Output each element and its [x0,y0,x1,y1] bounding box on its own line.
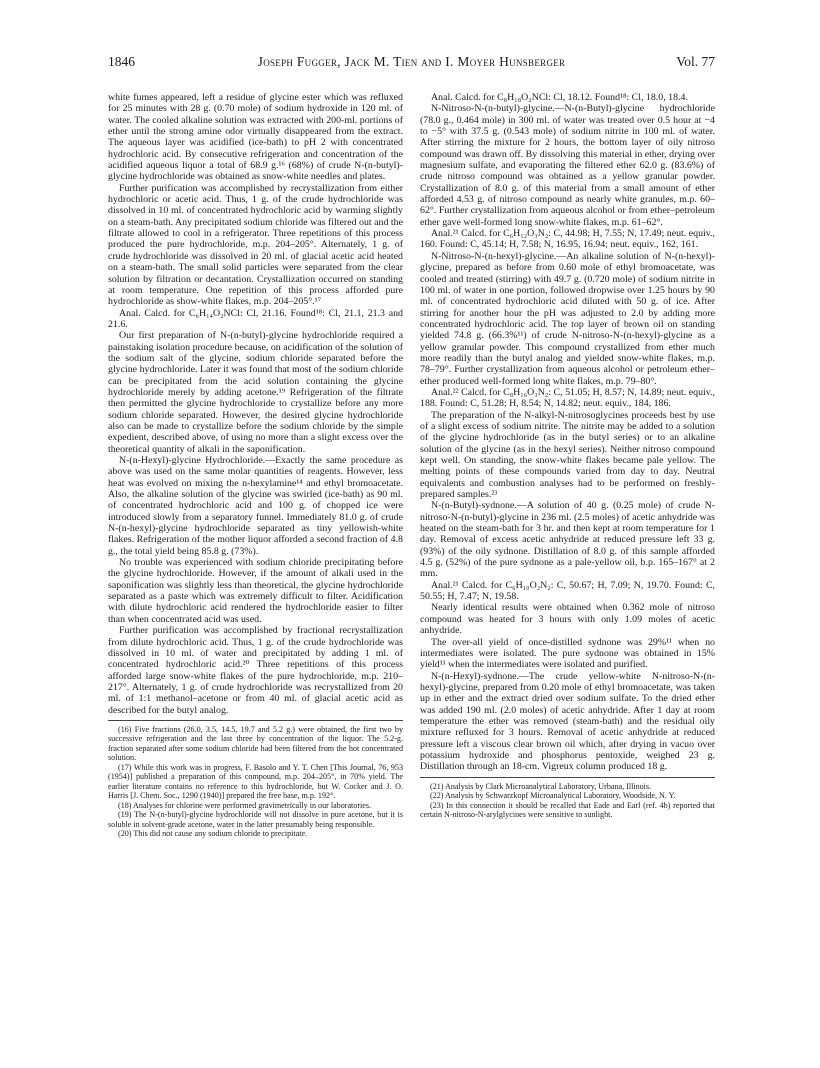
footnote: (22) Analysis by Schwarzkopf Microanalytical Laboratory, Woodside, N. Y. [430,791,676,801]
footnote: (21) Analysis by Clark Microanalytical Laboratory, Urbana, Illinois. [430,781,652,791]
footnote: (19) The N-(n-butyl)-glycine hydrochloride will not dissolve in pure acetone, but it is soluble in solvent-grade acetone, water in the latter presumably being responsible. [108,810,403,829]
footnote-divider [420,777,715,778]
paragraph: Nearly identical results were obtained when 0.362 mole of nitroso compound was heated for 3 hours with only 1.09 moles of acetic anhydride. [420,602,715,637]
footnote-divider [108,720,403,721]
paragraph: The over-all yield of once-distilled sydnone was 29%¹¹ when no intermediates were isolated. The pure sydnone was obtained in 15% yield¹¹ when the intermediates were isolated and purified. [420,636,715,671]
analysis-line: Anal. Calcd. for C₈H₁₈O₂NCl: Cl, 18.12. Found¹⁸: Cl, 18.0, 18.4. [431,92,688,103]
page-number: 1846 [108,54,135,69]
analysis-line: Anal.²¹ Calcd. for C₆H₁₂O₃N₂: C, 44.98; H, 7.55; N, 17.49; neut. equiv., 160. Found: C, 45.14; H, 7.58; N, 16.95, 16.94; neut. equiv., 162, 161. [420,228,715,251]
footnote: (17) While this work was in progress, F. Basolo and Y. T. Chen [This Journal, 76, 953 (1954)] published a preparation of this compound, m.p. 204–205°, in 70% yield. The earlier literature contains no reference to this hydrochloride, but W. Cocker and J. O. Harris [J. Chem. Soc., 1290 (1940)] prepared the free base, m.p. 192°. [108,762,403,801]
analysis-line: Anal. Calcd. for C₆H₁₄O₂NCl: Cl, 21.16. Found¹⁸: Cl, 21.1, 21.3 and 21.6. [108,307,403,330]
right-column [420,92,715,1050]
right-body [420,92,715,773]
volume-label: Vol. 77 [676,54,715,69]
paragraph: No trouble was experienced with sodium chloride precipitating before the glycine hydrochloride. However, if the amount of alkali used in the saponification was slightly less than theoretical, the glycine hydrochloride separated as a paste which was extremely difficult to filter. Acidification with dilute hydrochloric acid rendered the hydrochloride easier to filter than when concentrated acid was used. [108,557,403,625]
section-paragraph: N-Nitroso-N-(n-hexyl)-glycine.—An alkaline solution of N-(n-hexyl)-glycine, prepared as before from 0.60 mole of ethyl bromoacetate, was cooled and treated (stirring) with 49.7 g. (0.720 mole) of sodium nitrite in 100 ml. of water in one portion, followed dropwise over 1.25 hours by 90 ml. of concentrated hydrochloric acid diluted with 50 g. of ice. After stirring for another hour the pH was adjusted to 2.0 by adding more concentrated hydrochloric acid. The top layer of brown oil on standing yielded 74.8 g. (66.3%¹¹) of crude N-nitroso-N-(n-hexyl)-glycine as a yellow granular powder. This compound crystallized from ether much more readily than the butyl analog and yielded snow-white flakes, m.p. 78–79°. Further crystallization from aqueous alcohol or petroleum ether–ether produced well-formed long white flakes, m.p. 79–80°. [420,250,715,387]
analysis-line: Anal.²² Calcd. for C₈H₁₆O₃N₂: C, 51.05; H, 8.57; N, 14.89; neut. equiv., 188. Found: C, 51.28; H, 8.54; N, 14.82; neut. equiv., 184, 186. [420,386,715,410]
footnote: (18) Analyses for chlorine were performed gravimetrically in our laboratories. [118,800,372,810]
footnote: (20) This did not cause any sodium chloride to precipitate. [118,829,308,839]
left-body [108,92,403,716]
section-paragraph: N-(n-Hexyl)-glycine Hydrochloride.—Exactly the same procedure as above was used on the same molar quantities of reagents. However, less heat was evolved on mixing the n-hexylamine¹⁴ and ethyl bromoacetate. Also, the alkaline solution of the glycine was swirled (ice-bath) as 90 ml. of concentrated hydrochloric acid and 100 g. of chopped ice were introduced slowly from a separatory funnel. Immediately 81.0 g. of crude N-(n-hexyl)-glycine hydrochloride separated as tiny yellowish-white flakes. Refrigeration of the mother liquor afforded a second fraction of 4.8 g., the total yield being 85.8 g. (73%). [108,455,403,557]
footnote: (16) Five fractions (26.0, 3.5, 14.5, 19.7 and 5.2 g.) were obtained, the first two by successive refrigeration and the last three by concentration of the liquor. The 5.2-g. fraction separated after some sodium chloride had been filtered from the hot concentrated solution. [108,724,403,763]
paragraph: The preparation of the N-alkyl-N-nitrosoglycines proceeds best by use of a slight excess of sodium nitrite. The nitrite may be added to a solution of the glycine hydrochloride (as in the butyl series) or to an alkaline solution of the glycine (as in the hexyl series). Neither nitroso compound kept well. On standing, the snow-white flakes became pale yellow. The melting points of these compounds varied from day to day. Neutral equivalents and combustion analyses had to be performed on freshly-prepared samples.²³ [420,409,715,501]
analysis-line: Anal.²¹ Calcd. for C₆H₁₀O₂N₂: C, 50.67; H, 7.09; N, 19.70. Found: C, 50.55; H, 7.47; N, 19.58. [420,579,715,603]
paragraph: Further purification was accomplished by recrystallization from either hydrochloric or acetic acid. Thus, 1 g. of the crude hydrochloride was dissolved in 10 ml. of concentrated hydrochloric acid by warming slightly on a steam-bath. Any precipitated sodium chloride was filtered out and the filtrate allowed to cool in a refrigerator. Three repetitions of this process produced the pure hydrochloride, m.p. 204–205°. Alternately, 1 g. of crude hydrochloride was dissolved in 20 ml. of glacial acetic acid heated on a steam-bath. The small solid particles were separated from the clear solution by filtration or decantation. Crystallization occurred on standing at room temperature. One repetition of this process afforded pure hydrochloride as show-white flakes, m.p. 204–205°.¹⁷ [108,182,403,308]
left-column [108,92,403,1050]
paragraph: white fumes appeared, left a residue of glycine ester which was refluxed for 25 minutes with 28 g. (0.70 mole) of sodium hydroxide in 120 ml. of water. The cooled alkaline solution was extracted with 200-ml. portions of ether until the strong amine odor virtually disappeared from the extract. The aqueous layer was acidified (ice-bath) to pH 2 with concentrated hydrochloric acid. By consecutive refrigeration and concentration of the acidified aqueous liquor a total of 68.9 g.¹⁶ (68%) of crude N-(n-butyl)-glycine hydrochloride was obtained as snow-white needles and plates. [108,92,403,183]
running-title: Joseph Fugger, Jack M. Tien and I. Moyer Hunsberger [257,54,566,69]
right-footnotes [420,782,715,820]
paragraph: Further purification was accomplished by fractional recrystallization from dilute hydrochloric acid. Thus, 1 g. of the crude hydrochloride was dissolved in 10 ml. of water and precipitated by adding 1 ml. of concentrated hydrochloric acid.²⁰ Three repetitions of this process afforded large snow-white flakes of the pure hydrochloride, m.p. 210–217°. Alternately, 1 g. of crude hydrochloride was recrystallized from 20 ml. of 1:1 methanol–acetone or from 40 ml. of glacial acetic acid as described for the butyl analog. [108,625,403,716]
section-paragraph: N-(n-Hexyl)-sydnone.—The crude yellow-white N-nitroso-N-(n-hexyl)-glycine, prepared from 0.20 mole of ethyl bromoacetate, was taken up in ether and the extract dried over sodium sulfate. To the dried ether was added 190 ml. (2.0 moles) of acetic anhydride. After 1 day at room temperature the ether was removed (steam-bath) and the residual oily mixture refluxed for 3 hours. Removal of acetic anhydride at reduced pressure left a viscous clear brown oil which, after drying in vacuo over potassium hydroxide and phosphorus pentoxide, weighed 23 g. Distillation through an 18-cm. Vigreux column produced 18 g. [420,670,715,773]
left-footnotes [108,725,403,839]
page-header [108,54,715,74]
footnote: (23) In this connection it should be recalled that Eade and Earl (ref. 4b) reported that certain N-nitroso-N-arylglycines were sensitive to sunlight. [420,800,715,820]
paragraph: Our first preparation of N-(n-butyl)-glycine hydrochloride required a painstaking isolation procedure because, on acidification of the solution of the sodium salt of the glycine, sodium chloride separated before the glycine hydrochloride. Later it was found that most of the sodium chloride can be precipitated from the acid solution containing the glycine hydrochloride merely by adding acetone.¹⁹ Refrigeration of the filtrate then permitted the glycine hydrochloride to crystallize before any more sodium chloride separated. However, the desired glycine hydrochloride also can be made to crystallize before the sodium chloride by the simple expedient, described above, of using no more than a slight excess over the theoretical quantity of alkali in the saponification. [108,330,403,455]
section-paragraph: N-(n-Butyl)-sydnone.—A solution of 40 g. (0.25 mole) of crude N-nitroso-N-(n-butyl)-glycine in 236 ml. (2.5 moles) of acetic anhydride was heated on the steam-bath for 3 hr. and then kept at room temperature for 1 day. Removal of excess acetic anhydride at reduced pressure left 33 g. (93%) of the oily sydnone. Distillation of 8.0 g. of this sample afforded 4.5 g. (52%) of the pure sydnone as a pale-yellow oil, b.p. 165–167° at 2 mm. [420,500,715,580]
section-paragraph: N-Nitroso-N-(n-butyl)-glycine.—N-(n-Butyl)-glycine hydrochloride (78.0 g., 0.464 mole) in 300 ml. of water was treated over 0.5 hour at −4 to −5° with 37.5 g. (0.543 mole) of sodium nitrite in 100 ml. of water. After stirring the mixture for 2 hours, the bottom layer of oily nitroso compound was drawn off. By dissolving this material in ether, drying over magnesium sulfate, and evaporating the filtered ether 62.0 g. (83.6%) of crude nitroso compound was obtained as a yellow granular powder. Crystallization of 8.0 g. of this material from a small amount of ether afforded 4.53 g. of nitroso compound as nearly white granules, m.p. 60–62°. Further crystallization from aqueous alcohol or from ether–petroleum ether gave well-formed long snow-white flakes, m.p. 61–62°. [420,103,715,228]
